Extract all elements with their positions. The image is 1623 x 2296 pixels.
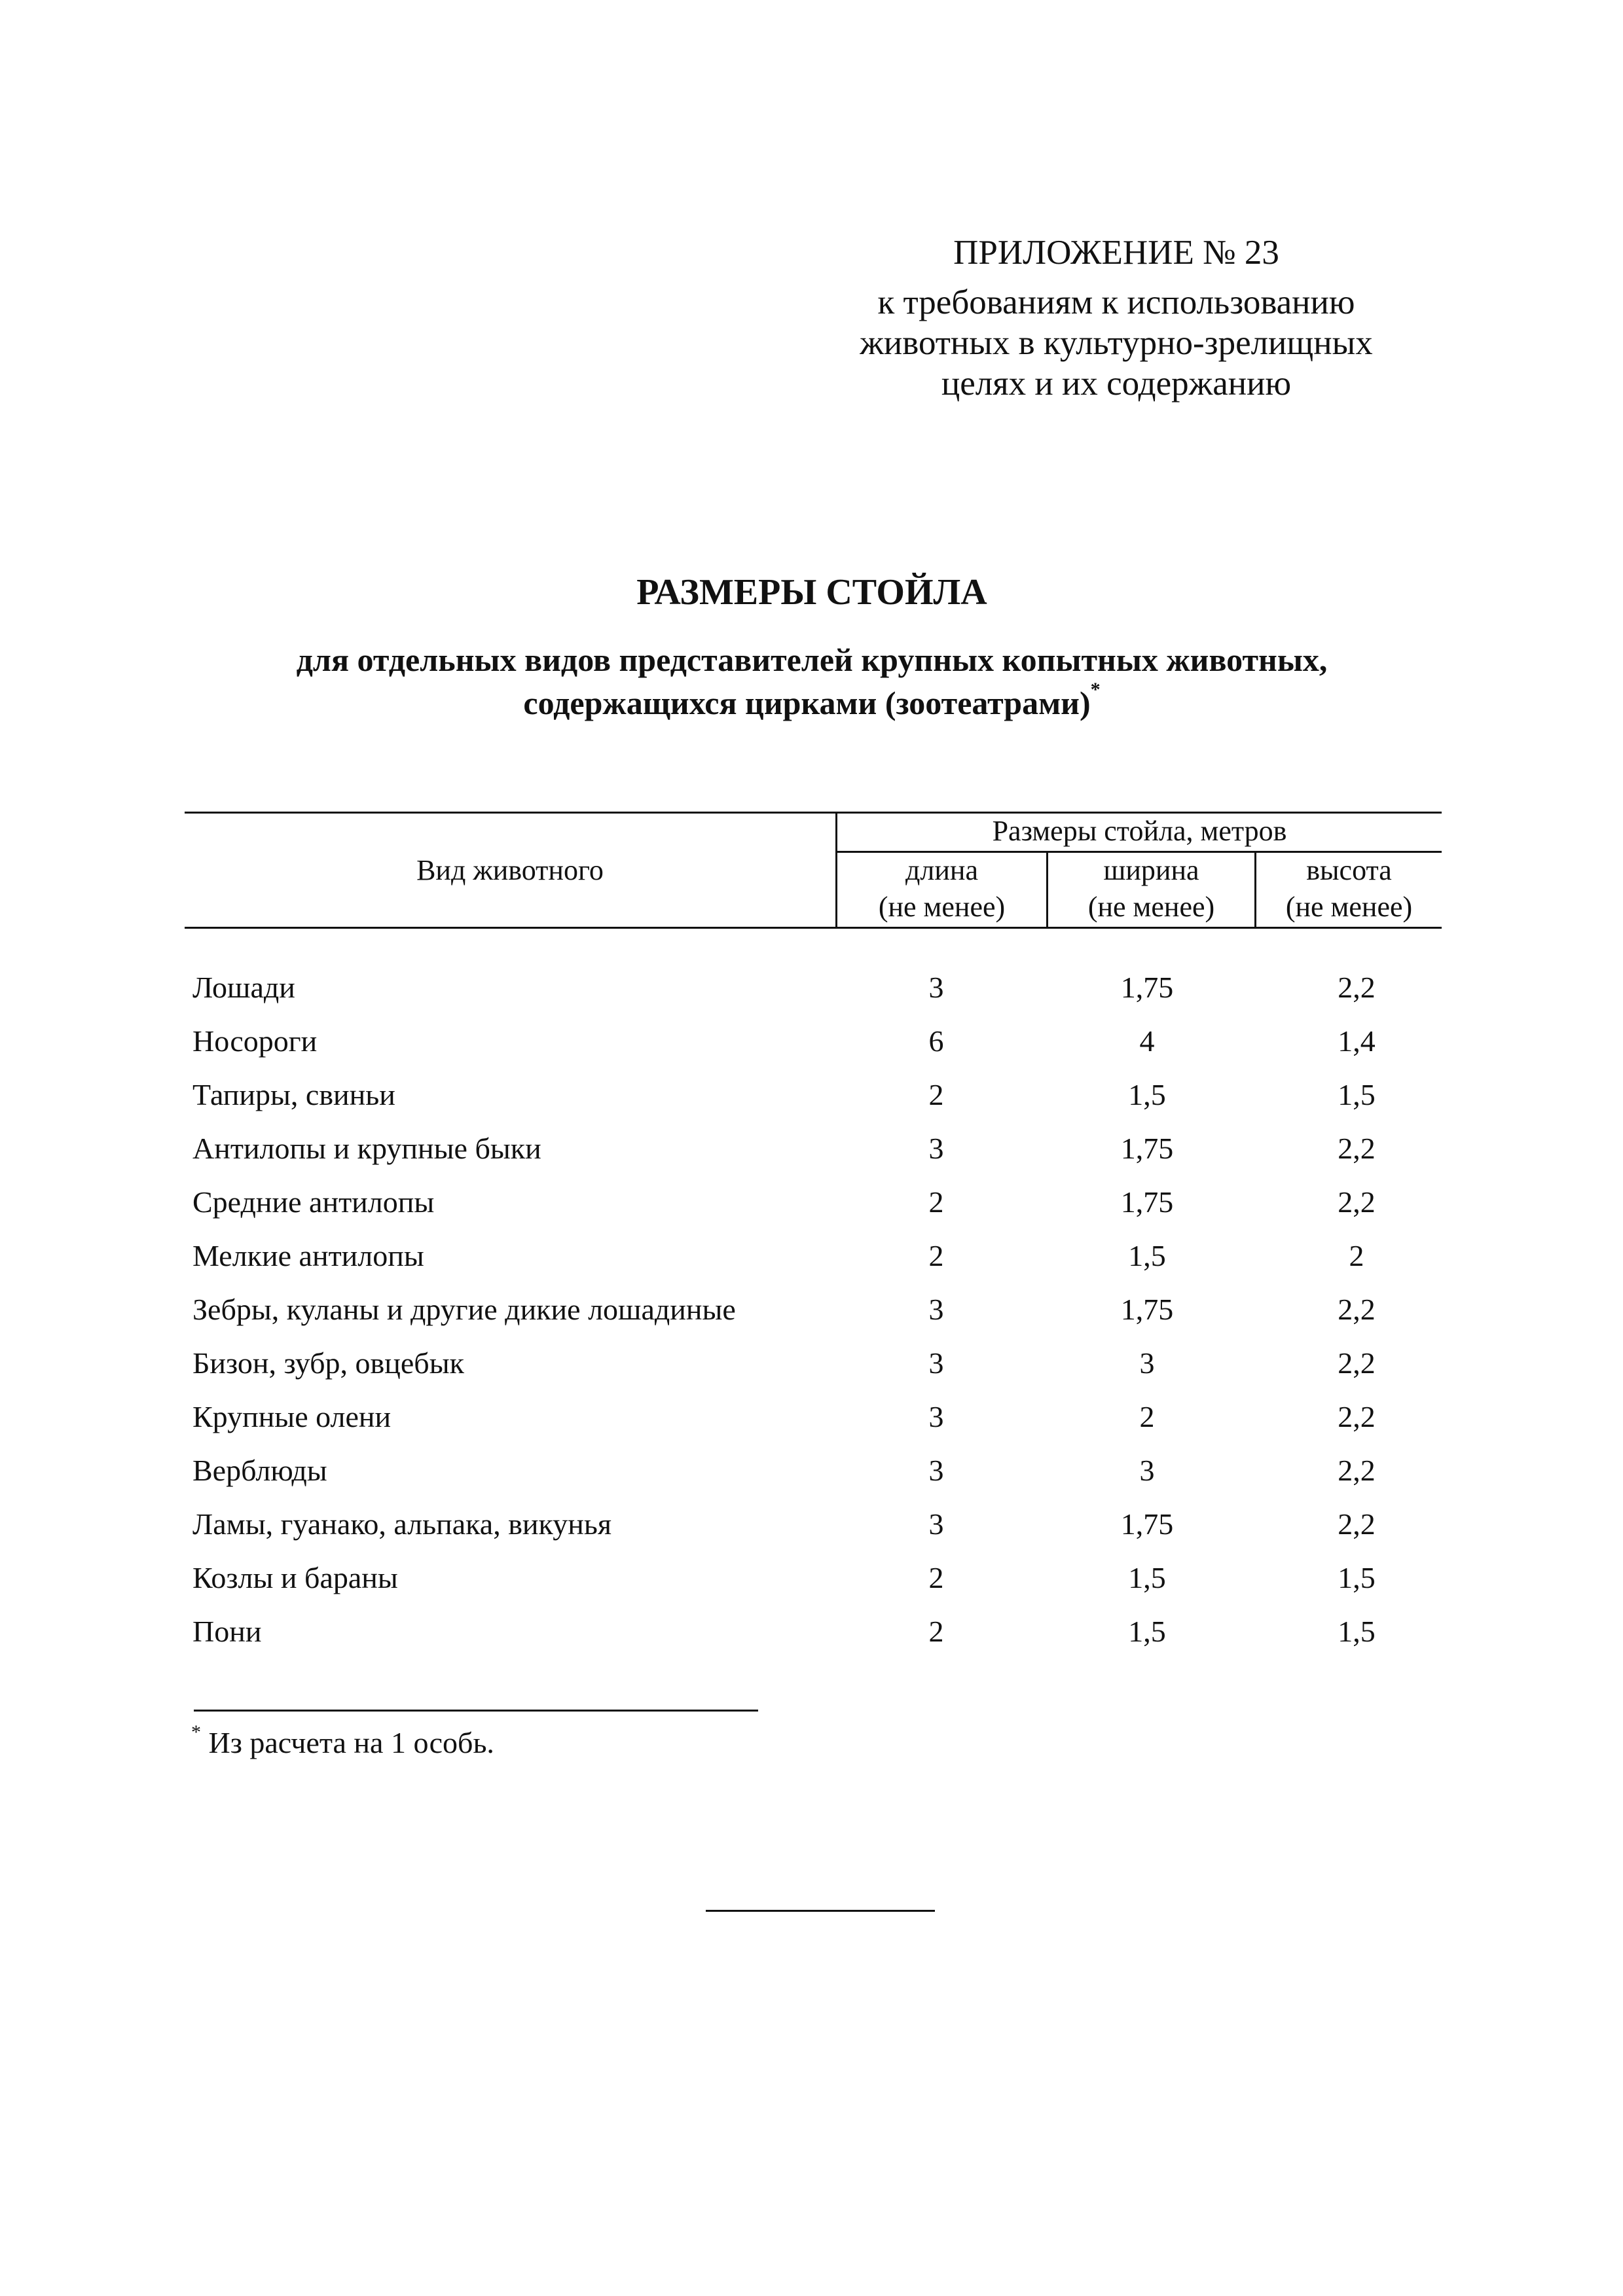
header-height-note: (не менее) <box>1285 891 1413 923</box>
table-row <box>185 1068 1442 1122</box>
row-width: 1,5 <box>1128 1561 1166 1594</box>
footnote-mark: * <box>191 1721 201 1743</box>
row-height: 2,2 <box>1338 1346 1376 1380</box>
header-width <box>1048 852 1254 925</box>
row-width: 4 <box>1139 1024 1155 1058</box>
table-row <box>185 1551 1442 1605</box>
header-width-note: (не менее) <box>1087 891 1215 923</box>
row-height: 2,2 <box>1338 1507 1376 1541</box>
row-width: 1,5 <box>1128 1239 1166 1272</box>
row-length: 3 <box>928 1293 944 1326</box>
row-width: 1,75 <box>1120 1507 1174 1541</box>
row-length: 3 <box>928 1132 944 1165</box>
row-animal: Средние антилопы <box>192 1185 435 1219</box>
row-animal: Крупные олени <box>192 1400 392 1433</box>
appendix-header <box>773 232 1460 404</box>
table-row <box>185 1390 1442 1444</box>
row-animal: Пони <box>192 1615 262 1648</box>
row-length: 2 <box>928 1078 944 1111</box>
row-height: 1,5 <box>1338 1561 1376 1594</box>
header-group-size: Размеры стойла, метров <box>992 815 1287 847</box>
row-height: 2,2 <box>1338 1400 1376 1433</box>
table-row <box>185 1498 1442 1551</box>
table-row <box>185 961 1442 1014</box>
subtitle-line-2-text: содержащихся цирками (зоотеатрами) <box>523 685 1091 721</box>
table-row <box>185 1605 1442 1659</box>
row-height: 2,2 <box>1338 971 1376 1004</box>
row-length: 2 <box>928 1185 944 1219</box>
table-row <box>185 1122 1442 1175</box>
row-width: 1,5 <box>1128 1615 1166 1648</box>
row-length: 2 <box>928 1561 944 1594</box>
row-length: 2 <box>928 1239 944 1272</box>
header-animal: Вид животного <box>416 854 604 886</box>
table-row <box>185 1014 1442 1068</box>
appendix-number: ПРИЛОЖЕНИЕ № 23 <box>953 234 1279 272</box>
table-row <box>185 1229 1442 1283</box>
row-animal: Козлы и бараны <box>192 1561 398 1594</box>
footnote <box>191 1721 494 1760</box>
row-length: 3 <box>928 1454 944 1487</box>
header-length-note: (не менее) <box>878 891 1006 923</box>
header-height <box>1256 852 1442 925</box>
row-width: 1,5 <box>1128 1078 1166 1111</box>
row-width: 2 <box>1139 1400 1155 1433</box>
header-length-name: длина <box>905 854 978 886</box>
row-animal: Верблюды <box>192 1454 327 1487</box>
row-height: 2,2 <box>1338 1454 1376 1487</box>
row-length: 3 <box>928 971 944 1004</box>
row-length: 3 <box>928 1346 944 1380</box>
row-height: 2 <box>1349 1239 1364 1272</box>
appendix-line-3: целях и их содержанию <box>941 365 1292 403</box>
table-header-bottom-rule <box>185 927 1442 929</box>
row-animal: Тапиры, свиньи <box>192 1078 395 1111</box>
subtitle-line-1: для отдельных видов представителей крупных копытных животных, <box>296 641 1328 678</box>
subtitle-footnote-mark: * <box>1090 679 1101 700</box>
row-animal: Антилопы и крупные быки <box>192 1132 541 1165</box>
row-animal: Мелкие антилопы <box>192 1239 424 1272</box>
document-title: РАЗМЕРЫ СТОЙЛА <box>636 572 987 613</box>
row-length: 2 <box>928 1615 944 1648</box>
footnote-text: Из расчета на 1 особь. <box>208 1726 494 1759</box>
row-width: 1,75 <box>1120 1293 1174 1326</box>
header-width-name: ширина <box>1103 854 1199 886</box>
table-row <box>185 1336 1442 1390</box>
footnote-separator <box>194 1710 758 1712</box>
row-animal: Ламы, гуанако, альпака, викунья <box>192 1507 612 1541</box>
row-height: 2,2 <box>1338 1132 1376 1165</box>
row-height: 1,5 <box>1338 1615 1376 1648</box>
row-animal: Зебры, куланы и другие дикие лошадиные <box>192 1293 736 1326</box>
table-row <box>185 1444 1442 1498</box>
row-animal: Бизон, зубр, овцебык <box>192 1346 464 1380</box>
row-width: 3 <box>1139 1346 1155 1380</box>
row-length: 6 <box>928 1024 944 1058</box>
row-width: 1,75 <box>1120 1132 1174 1165</box>
table-row <box>185 1283 1442 1336</box>
row-animal: Носороги <box>192 1024 318 1058</box>
subtitle-line-2 <box>157 681 1467 725</box>
header-height-name: высота <box>1306 854 1392 886</box>
row-height: 1,4 <box>1338 1024 1376 1058</box>
table-body <box>185 961 1442 1659</box>
row-height: 2,2 <box>1338 1293 1376 1326</box>
document-subtitle <box>157 638 1467 725</box>
row-width: 1,75 <box>1120 971 1174 1004</box>
row-length: 3 <box>928 1507 944 1541</box>
row-length: 3 <box>928 1400 944 1433</box>
header-length <box>837 852 1046 925</box>
row-width: 3 <box>1139 1454 1155 1487</box>
row-height: 2,2 <box>1338 1185 1376 1219</box>
table-row <box>185 1175 1442 1229</box>
end-rule <box>706 1910 935 1912</box>
row-width: 1,75 <box>1120 1185 1174 1219</box>
appendix-line-1: к требованиям к использованию <box>877 283 1355 321</box>
row-height: 1,5 <box>1338 1078 1376 1111</box>
appendix-line-2: животных в культурно-зрелищных <box>860 324 1373 362</box>
row-animal: Лошади <box>192 971 295 1004</box>
